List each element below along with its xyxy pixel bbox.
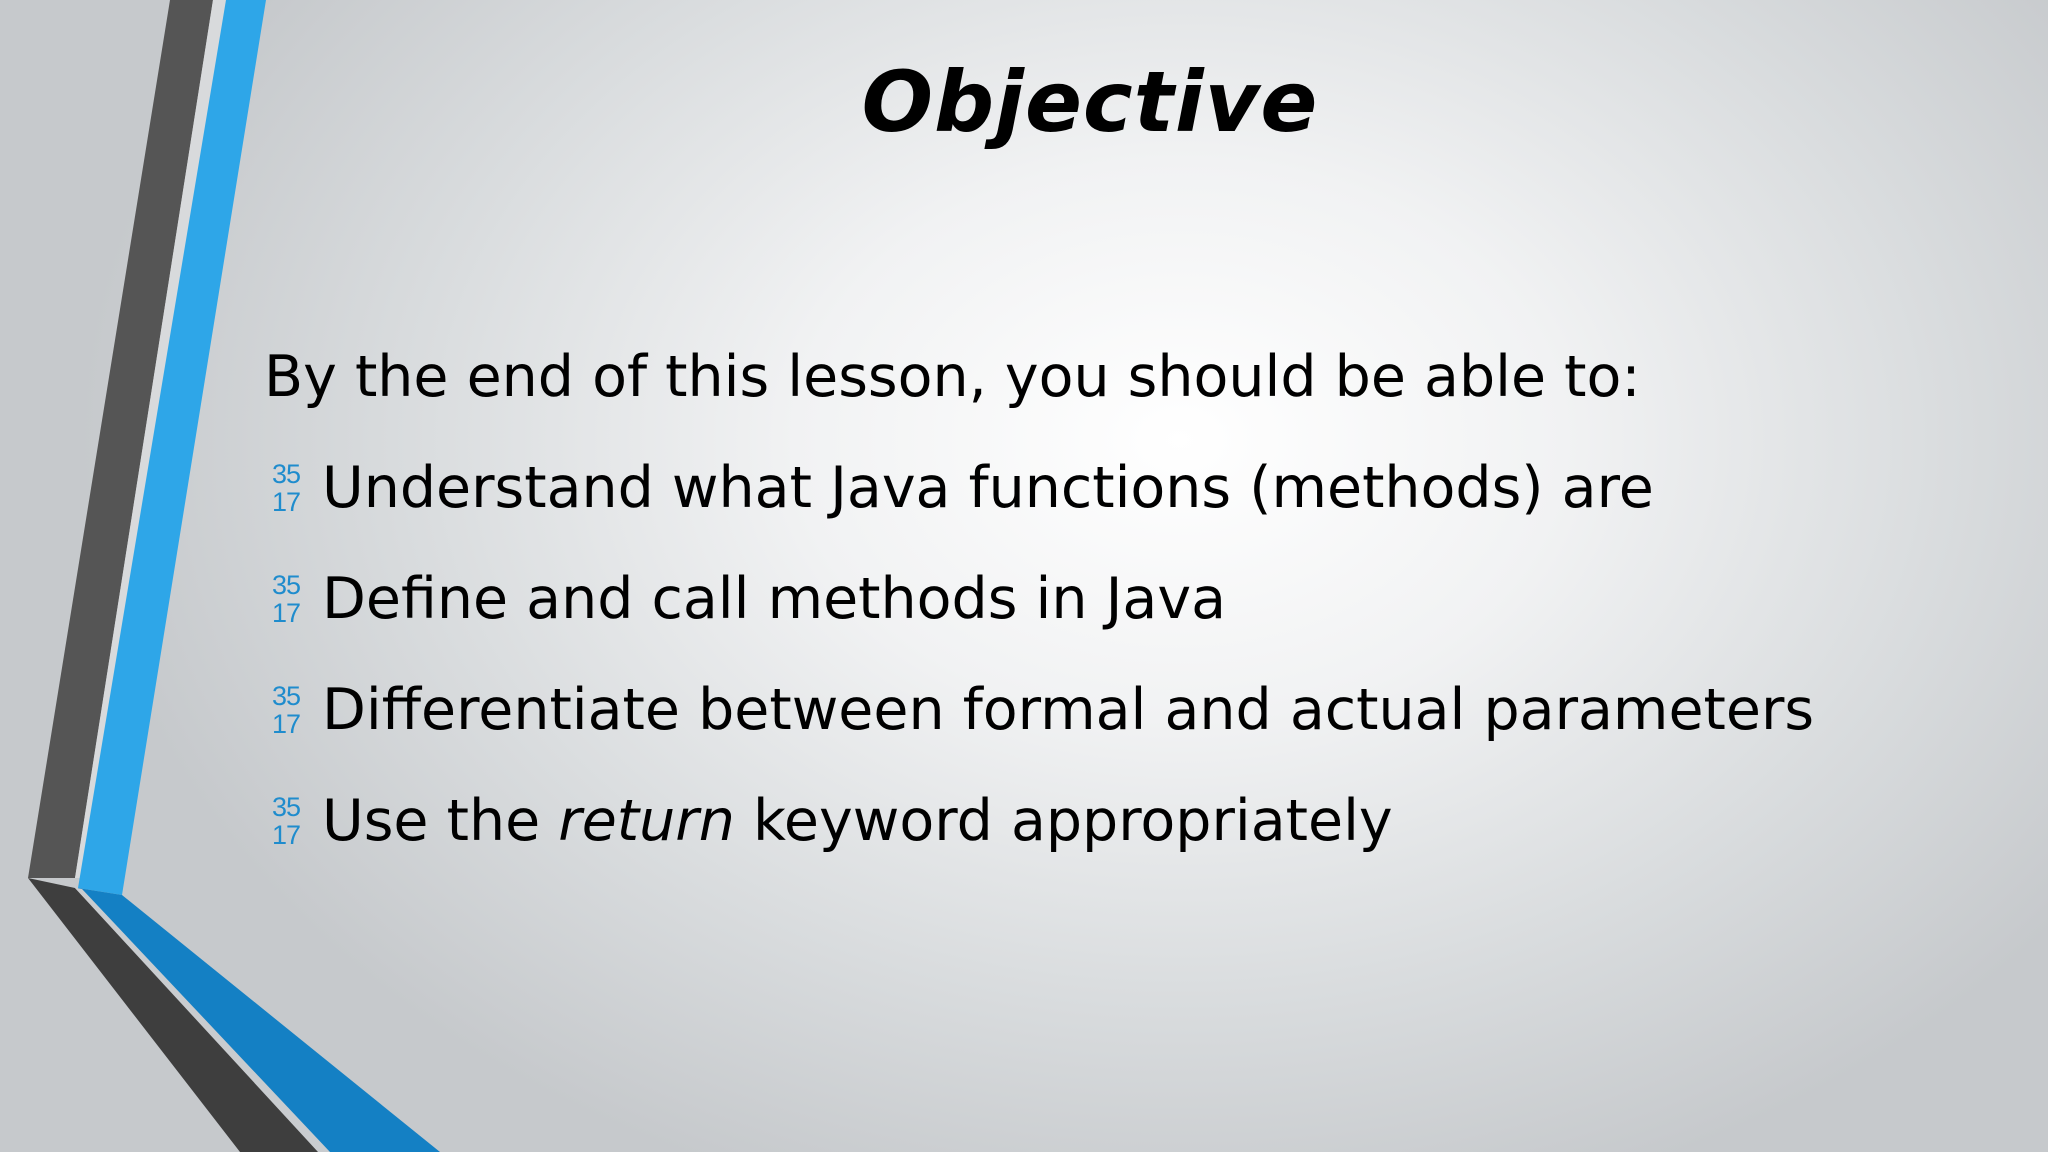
- bullet-icon-top: 35: [271, 459, 301, 489]
- bullet-icon-bottom: 17: [271, 709, 301, 739]
- bullet-text: Define and call methods in Java: [322, 566, 1227, 632]
- dark-gray-stripe-lower: [28, 878, 320, 1152]
- numeric-bullet-icon: [264, 682, 308, 738]
- bullet-item: [264, 782, 1964, 860]
- bullet-item: [264, 449, 1964, 527]
- numeric-bullet-icon: [264, 793, 308, 849]
- bullet-item: [264, 560, 1964, 638]
- bullet-text: Differentiate between formal and actual parameters: [322, 677, 1815, 743]
- bullet-icon-top: 35: [271, 792, 301, 822]
- intro-text: By the end of this lesson, you should be able to:: [264, 344, 1641, 410]
- bullet-icon-bottom: 17: [271, 487, 301, 517]
- bullet-icon-bottom: 17: [271, 820, 301, 850]
- bullet-item: [264, 671, 1964, 749]
- slide-body: [264, 338, 1964, 893]
- numeric-bullet-icon: [264, 460, 308, 516]
- bullet-icon-bottom: 17: [271, 598, 301, 628]
- numeric-bullet-icon: [264, 571, 308, 627]
- bullet-icon-top: 35: [271, 681, 301, 711]
- slide-title: Objective: [861, 53, 1319, 151]
- light-seam-lower: [75, 888, 330, 1152]
- return-keyword: return: [558, 788, 735, 854]
- bullet-text: [322, 782, 1393, 860]
- bullet-text: Understand what Java functions (methods) are: [322, 455, 1654, 521]
- bullet-text-before: Use the: [322, 788, 559, 854]
- bullet-icon-top: 35: [271, 570, 301, 600]
- bullet-text-after: keyword appropriately: [734, 788, 1393, 854]
